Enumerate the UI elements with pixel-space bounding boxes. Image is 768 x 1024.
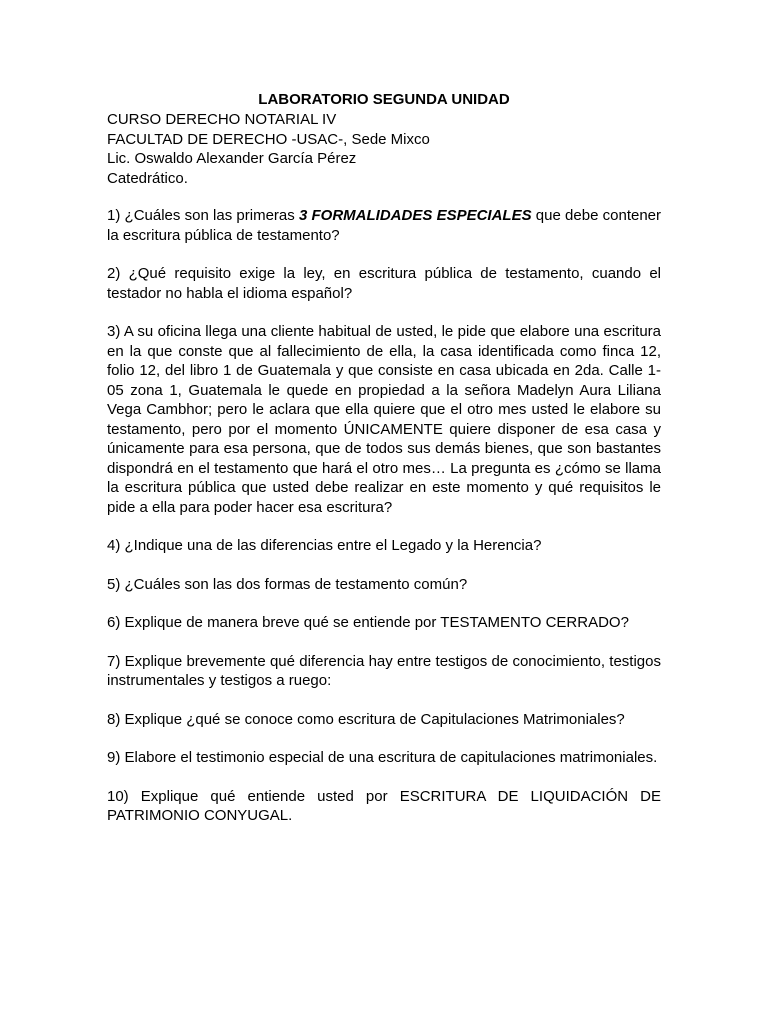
- professor-line: Lic. Oswaldo Alexander García Pérez: [107, 150, 357, 167]
- question-1-text-end: que debe contener la escritura pública de testamento?: [107, 207, 662, 244]
- question-1-emphasis: 3 FORMALIDADES ESPECIALES: [298, 207, 532, 224]
- question-5: 5) ¿Cuáles son las dos formas de testamento común?: [107, 575, 468, 593]
- question-2: 2) ¿Qué requisito exige la ley, en escritura pública de testamento, cuando el testador no habla el idioma español?: [107, 265, 661, 302]
- faculty-line: FACULTAD DE DERECHO -USAC-, Sede Mixco: [107, 130, 430, 148]
- question-7: 7) Explique brevemente qué diferencia hay entre testigos de conocimiento, testigos instrumentales y testigos a ruego:: [107, 652, 661, 689]
- document-header: [107, 110, 661, 188]
- question-9: 9) Elabore el testimonio especial de una escritura de capitulaciones matrimoniales.: [107, 749, 658, 766]
- role-line: Catedrático.: [107, 169, 188, 187]
- question-10: 10) Explique qué entiende usted por ESCRITURA DE LIQUIDACIÓN DE PATRIMONIO CONYUGAL.: [107, 787, 661, 824]
- question-list: [107, 206, 661, 826]
- question-8: 8) Explique ¿qué se conoce como escritura de Capitulaciones Matrimoniales?: [107, 710, 625, 728]
- course-line: CURSO DERECHO NOTARIAL IV: [107, 111, 337, 128]
- question-1-text-start: 1) ¿Cuáles son las primeras: [107, 207, 299, 224]
- document-title: LABORATORIO SEGUNDA UNIDAD: [258, 91, 510, 108]
- question-1: [107, 206, 661, 245]
- question-4: 4) ¿Indique una de las diferencias entre el Legado y la Herencia?: [107, 537, 542, 554]
- question-3: 3) A su oficina llega una cliente habitual de usted, le pide que elabore una escritura en la que conste que al fallecimiento de ella, la casa identificada como finca 12, folio 12, del libro 1 de Guatemala y que consiste en casa ubicada en 2da. Calle 1-05 zona 1, Guatemala le quede en propiedad a la señora Madelyn Aura Liliana Vega Cambhor; pero le aclara que ella quiere que el otro mes usted le elabore su testamento, pero por el momento ÚNICAMENTE quiere disponer de esa casa y únicamente para esa persona, que de todos sus demás bienes, que son bastantes dispondrá en el testamento que hará el otro mes… La pregunta es ¿cómo se llama la escritura pública que usted debe realizar en este momento y qué requisitos le pide a ella para poder hacer esa escritura?: [107, 323, 661, 516]
- question-6: 6) Explique de manera breve qué se entiende por TESTAMENTO CERRADO?: [107, 614, 629, 631]
